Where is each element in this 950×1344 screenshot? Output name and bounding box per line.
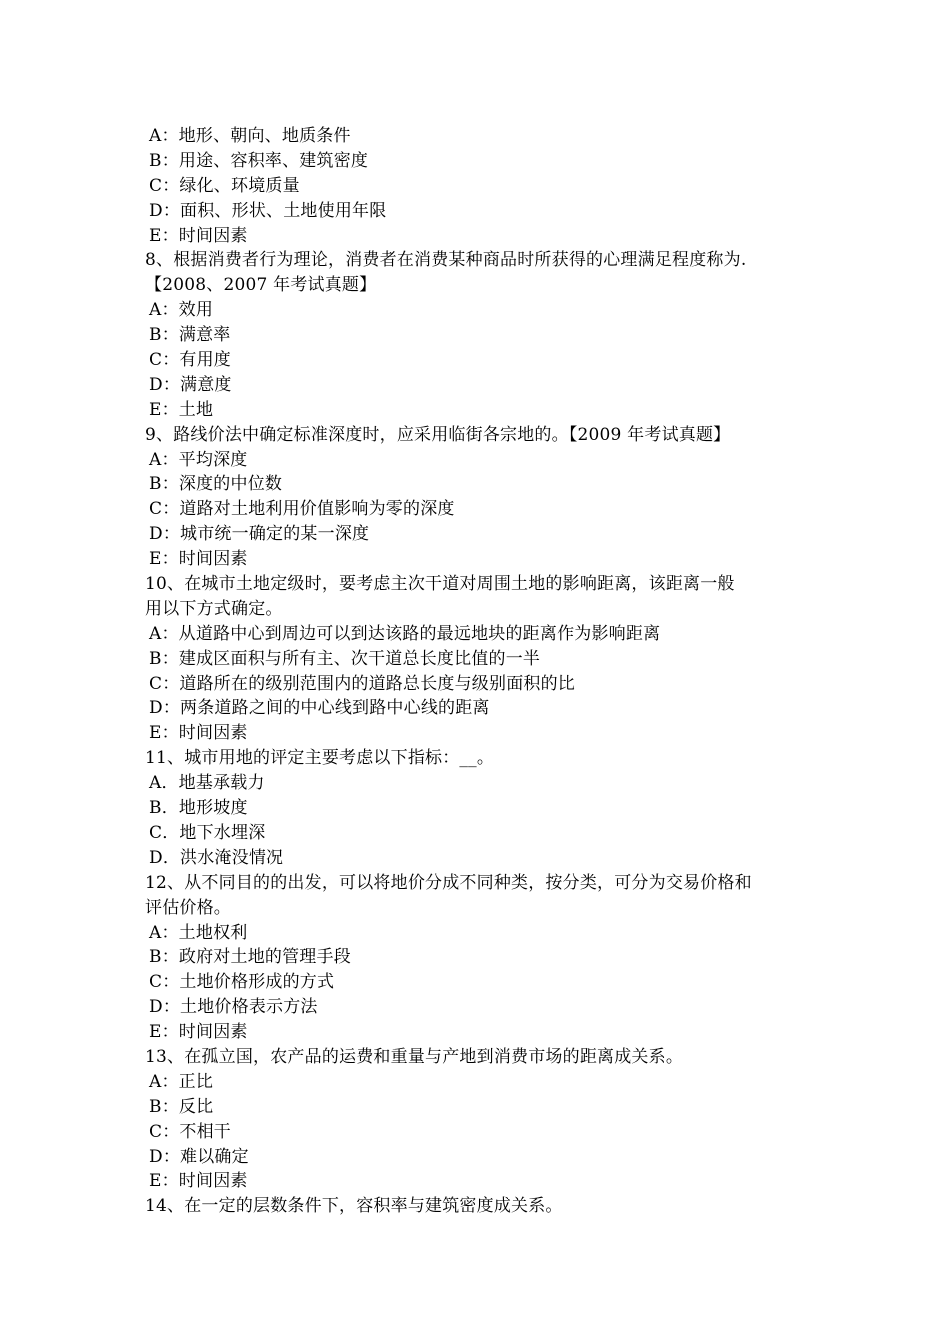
answer-option-line: B：深度的中位数: [149, 474, 283, 495]
answer-option-line: D：难以确定: [149, 1146, 249, 1167]
answer-option-line: A：平均深度: [149, 449, 248, 470]
answer-option-line: C．地下水埋深: [149, 822, 266, 843]
question-text-line: 11、城市用地的评定主要考虑以下指标：__。: [145, 748, 495, 769]
question-text-line: 8、根据消费者行为理论，消费者在消费某种商品时所获得的心理满足程度称为.: [145, 250, 747, 271]
answer-option-line: B．地形坡度: [149, 798, 248, 819]
answer-option-line: E：时间因素: [149, 225, 248, 246]
answer-option-line: A：效用: [149, 300, 214, 321]
answer-option-line: A：地形、朝向、地质条件: [149, 126, 351, 146]
answer-option-line: E：时间因素: [149, 1022, 248, 1043]
question-text-line: 14、在一定的层数条件下，容积率与建筑密度成关系。: [145, 1196, 563, 1217]
question-text-line: 评估价格。: [145, 897, 231, 918]
answer-option-line: C：不相干: [149, 1121, 232, 1142]
answer-option-line: C：绿化、环境质量: [149, 175, 300, 196]
answer-option-line: A．地基承载力: [149, 773, 265, 794]
question-text-line: 用以下方式确定。: [145, 598, 283, 619]
answer-option-line: D：土地价格表示方法: [149, 997, 318, 1018]
answer-option-line: E：时间因素: [149, 549, 248, 570]
answer-option-line: D：满意度: [149, 374, 232, 395]
answer-option-line: B：政府对土地的管理手段: [149, 947, 351, 968]
answer-option-line: C：有用度: [149, 350, 232, 371]
answer-option-line: B：建成区面积与所有主、次干道总长度比值的一半: [149, 648, 541, 669]
answer-option-line: D：两条道路之间的中心线到路中心线的距离: [149, 698, 490, 719]
answer-option-line: D．洪水淹没情况: [149, 847, 284, 868]
question-text-line: 9、路线价法中确定标准深度时，应采用临街各宗地的。【2009 年考试真题】: [145, 424, 731, 445]
answer-option-line: C：道路对土地利用价值影响为零的深度: [149, 499, 455, 520]
answer-option-line: C：土地价格形成的方式: [149, 972, 335, 993]
answer-option-line: B：满意率: [149, 325, 231, 346]
answer-option-line: D：城市统一确定的某一深度: [149, 524, 370, 545]
question-text-line: 10、在城市土地定级时，要考虑主次干道对周围土地的影响距离，该距离一般: [145, 574, 735, 595]
answer-option-line: B：用途、容积率、建筑密度: [149, 150, 369, 171]
answer-option-line: B：反比: [149, 1096, 214, 1117]
answer-option-line: C：道路所在的级别范围内的道路总长度与级别面积的比: [149, 673, 576, 694]
answer-option-line: D：面积、形状、土地使用年限: [149, 200, 387, 221]
answer-option-line: A：正比: [149, 1071, 214, 1092]
answer-option-line: A：土地权利: [149, 922, 248, 943]
answer-option-line: E：时间因素: [149, 723, 248, 744]
question-text-line: 13、在孤立国，农产品的运费和重量与产地到消费市场的距离成关系。: [145, 1046, 684, 1067]
answer-option-line: E：土地: [149, 399, 214, 420]
document-body: [145, 124, 825, 1219]
question-text-line: 【2008、2007 年考试真题】: [145, 275, 377, 296]
question-text-line: 12、从不同目的的出发，可以将地价分成不同种类，按分类，可分为交易价格和: [145, 872, 752, 893]
answer-option-line: A：从道路中心到周边可以到达该路的最远地块的距离作为影响距离: [149, 623, 661, 644]
answer-option-line: E：时间因素: [149, 1171, 248, 1192]
